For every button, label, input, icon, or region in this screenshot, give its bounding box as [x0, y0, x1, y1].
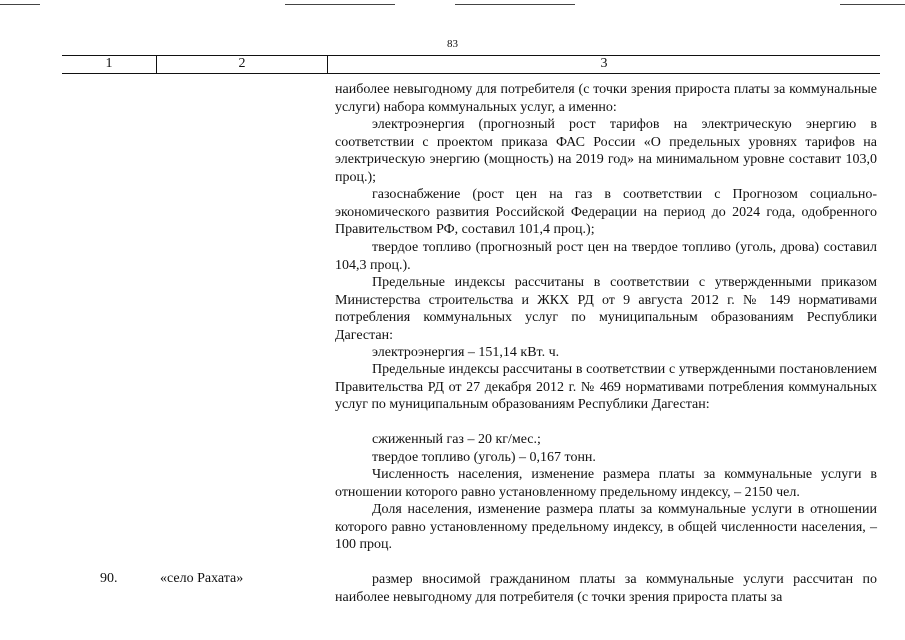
paragraph-solid-fuel: твердое топливо (прогнозный рост цен на твердое топливо (уголь, дрова) составил 104,3 проц.). — [335, 240, 877, 273]
paragraph-indices-resolution: Предельные индексы рассчитаны в соответствии с утвержденными постановлением Правительства РД от 27 декабря 2012 г. № 469 нормативами потребления коммунальных услуг по муниципальным образованиям Республики Дагестан: — [335, 362, 877, 413]
paragraph-population: Численность населения, изменение размера платы за коммунальные услуги в отношении которого равно установленному предельному индексу, – 2150 чел. — [335, 467, 877, 500]
paragraph-electricity: электроэнергия (прогнозный рост тарифов на электрическую энергию в соответствии с проектом приказа ФАС России «О предельных уровнях тарифов на электрическую энергию (мощность) на 2019 год» на минимальном уровне составит 103,0 проц.); — [335, 117, 877, 185]
paragraph-lpg-norm: сжиженный газ – 20 кг/мес.; — [372, 432, 541, 447]
row-paragraph: размер вносимой гражданином платы за коммунальные услуги рассчитан по наиболее невыгодному для потребителя (с точки зрения прироста платы за — [335, 572, 877, 605]
paragraph-population-share: Доля населения, изменение размера платы за коммунальные услуги в отношении которого равно установленному предельному индексу, в общей численности населения, – 100 проц. — [335, 502, 877, 553]
paragraph-intro: наиболее невыгодному для потребителя (с точки зрения прироста платы за коммунальные услуги) набора коммунальных услуг, а именно: — [335, 82, 877, 115]
row-number: 90. — [100, 571, 118, 586]
column-header-3: 3 — [600, 56, 608, 71]
table-header-bottom-border — [62, 73, 880, 74]
column-header-1: 1 — [105, 56, 113, 71]
paragraph-coal-norm: твердое топливо (уголь) – 0,167 тонн. — [372, 450, 596, 465]
paragraph-gas: газоснабжение (рост цен на газ в соответствии с Прогнозом социально-экономического развития Российской Федерации на период до 2024 года, одобренного Правительством РФ, составил 101,4 проц.); — [335, 187, 877, 238]
paragraph-electricity-norm: электроэнергия – 151,14 кВт. ч. — [372, 345, 560, 360]
row-municipality-name: «село Рахата» — [160, 571, 244, 586]
column-header-2: 2 — [238, 56, 246, 71]
scan-top-edge — [0, 0, 905, 10]
paragraph-indices-order: Предельные индексы рассчитаны в соответствии с утвержденными приказом Министерства строительства и ЖКХ РД от 9 августа 2012 г. № 149 нормативами потребления коммунальных услуг по муниципальным образованиям Республики Дагестан: — [335, 275, 877, 343]
page-number: 83 — [447, 38, 458, 50]
